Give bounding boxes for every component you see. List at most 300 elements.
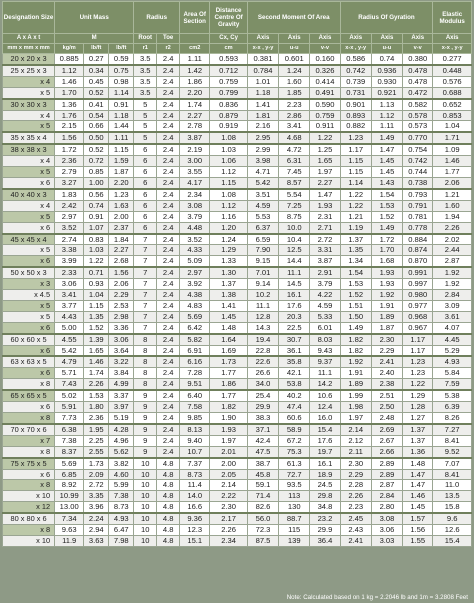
value-cell: 0.997 — [403, 279, 433, 290]
value-cell: 4.59 — [310, 300, 340, 311]
value-cell: 9.14 — [247, 279, 278, 290]
value-cell: 4.22 — [310, 290, 340, 301]
value-cell: 4.55 — [55, 334, 84, 345]
designation-cell: x 5 — [3, 245, 55, 256]
value-cell: 3.92 — [180, 279, 210, 290]
value-cell: 2.95 — [247, 132, 278, 144]
value-cell: 1.35 — [340, 245, 371, 256]
value-cell: 1.28 — [403, 402, 433, 413]
value-cell: 12.8 — [247, 311, 278, 322]
value-cell: 1.08 — [210, 132, 248, 144]
value-cell: 6.38 — [55, 424, 84, 435]
value-cell: 1.11 — [109, 132, 134, 144]
table-row — [3, 99, 472, 110]
designation-cell: x 4 — [3, 156, 55, 167]
value-cell: 1.52 — [371, 211, 402, 222]
value-cell: 17.6 — [279, 300, 310, 311]
value-cell: 7.73 — [55, 413, 84, 424]
value-cell: 67.2 — [279, 435, 310, 446]
value-cell: 2.14 — [210, 480, 248, 491]
conversion-note: Note: Calculated based on 1 kg = 2.2046 lb and 1m = 3.2808 Feet — [286, 594, 468, 601]
value-cell: 19.7 — [310, 446, 340, 457]
value-cell: 1.54 — [371, 189, 402, 200]
value-cell: 1.45 — [210, 311, 248, 322]
value-cell: 1.91 — [340, 368, 371, 379]
value-cell: 60.6 — [279, 413, 310, 424]
header-axis-7: Axis — [433, 34, 472, 44]
value-cell: 8.41 — [433, 435, 472, 446]
value-cell: 12.5 — [279, 245, 310, 256]
designation-cell: x 3 — [3, 279, 55, 290]
value-cell: 2.23 — [279, 99, 310, 110]
value-cell: 1.36 — [403, 446, 433, 457]
value-cell: 2.29 — [340, 469, 371, 480]
equal-angle-properties-table — [2, 1, 472, 547]
value-cell: 2.23 — [340, 502, 371, 513]
value-cell: 2.05 — [210, 469, 248, 480]
value-cell: 6 — [134, 177, 157, 188]
designation-cell: 35 x 35 x 4 — [3, 132, 55, 144]
value-cell: 4.28 — [109, 424, 134, 435]
value-cell: 3.64 — [109, 345, 134, 356]
value-cell: 1.22 — [310, 132, 340, 144]
value-cell: 2.4 — [157, 156, 180, 167]
value-cell: 7.38 — [55, 435, 84, 446]
value-cell: 1.72 — [55, 144, 84, 155]
value-cell: 2.43 — [340, 525, 371, 536]
header-distance-centre-gravity: Distance Centre Of Gravity — [210, 2, 248, 34]
value-cell: 1.15 — [340, 156, 371, 167]
value-cell: 5.29 — [433, 345, 472, 356]
value-cell: 2.12 — [340, 435, 371, 446]
value-cell: 6.31 — [279, 156, 310, 167]
value-cell: 7.98 — [109, 535, 134, 546]
value-cell: 3.31 — [310, 245, 340, 256]
value-cell: 1.69 — [210, 345, 248, 356]
value-cell: 7 — [134, 311, 157, 322]
value-cell: 10 — [134, 491, 157, 502]
value-cell: 22.6 — [247, 356, 278, 367]
value-cell: 4.8 — [157, 502, 180, 513]
value-cell: 4.8 — [157, 513, 180, 524]
value-cell: 0.791 — [403, 200, 433, 211]
value-cell: 2.06 — [433, 177, 472, 188]
designation-cell: x 7 — [3, 435, 55, 446]
value-cell: 0.874 — [403, 245, 433, 256]
value-cell: 1.04 — [433, 121, 472, 132]
value-cell: 1.97 — [340, 413, 371, 424]
value-cell: 1.56 — [55, 132, 84, 144]
value-cell: 4.60 — [109, 469, 134, 480]
value-cell: 1.41 — [210, 300, 248, 311]
value-cell: 2.4 — [157, 446, 180, 457]
value-cell: 0.742 — [403, 156, 433, 167]
value-cell: 1.45 — [371, 167, 402, 178]
value-cell: 1.77 — [210, 368, 248, 379]
value-cell: 0.921 — [371, 87, 402, 98]
value-cell: 22.5 — [279, 322, 310, 333]
designation-cell: x 12 — [3, 502, 55, 513]
value-cell: 4.45 — [433, 334, 472, 345]
value-cell: 6 — [134, 156, 157, 167]
table-row — [3, 267, 472, 278]
value-cell: 7 — [134, 245, 157, 256]
value-cell: 2.87 — [433, 256, 472, 267]
value-cell: 0.590 — [310, 99, 340, 110]
header-unit-mass: Unit Mass — [55, 2, 134, 34]
designation-cell: x 6 — [3, 469, 55, 480]
value-cell: 7.07 — [433, 458, 472, 469]
value-cell: 2.4 — [157, 311, 180, 322]
value-cell: 1.73 — [210, 356, 248, 367]
value-cell: 4.8 — [157, 458, 180, 469]
value-cell: 23.2 — [310, 513, 340, 524]
value-cell: 2.50 — [371, 402, 402, 413]
value-cell: 7.38 — [109, 491, 134, 502]
value-cell: 1.52 — [340, 290, 371, 301]
value-cell: 2.66 — [371, 446, 402, 457]
value-cell: 1.94 — [433, 211, 472, 222]
value-cell: 9.85 — [180, 413, 210, 424]
value-cell: 1.29 — [210, 245, 248, 256]
value-cell: 1.49 — [371, 222, 402, 233]
value-cell: 2.4 — [157, 379, 180, 390]
value-cell: 1.14 — [340, 177, 371, 188]
value-cell: 5.91 — [55, 402, 84, 413]
value-cell: 6.40 — [180, 390, 210, 401]
value-cell: 0.74 — [371, 54, 402, 65]
header-m: M — [55, 34, 134, 44]
value-cell: 10.4 — [279, 234, 310, 245]
value-cell: 1.72 — [371, 234, 402, 245]
value-cell: 1.36 — [55, 99, 84, 110]
value-cell: 1.15 — [340, 167, 371, 178]
value-cell: 2.4 — [157, 222, 180, 233]
value-cell: 8.03 — [310, 334, 340, 345]
value-cell: 2.26 — [433, 222, 472, 233]
value-cell: 0.98 — [109, 76, 134, 87]
designation-cell: 30 x 30 x 3 — [3, 99, 55, 110]
designation-cell: x 5 — [3, 211, 55, 222]
value-cell: 7.34 — [55, 513, 84, 524]
value-cell: 5 — [134, 99, 157, 110]
value-cell: 1.22 — [84, 256, 109, 267]
value-cell: 3.5 — [134, 54, 157, 65]
value-cell: 1.22 — [340, 189, 371, 200]
value-cell: 0.27 — [84, 54, 109, 65]
value-cell: 9.36 — [180, 513, 210, 524]
value-cell: 0.66 — [84, 121, 109, 132]
value-cell: 6.91 — [180, 345, 210, 356]
value-cell: 6 — [134, 144, 157, 155]
value-cell: 25.4 — [247, 390, 278, 401]
value-cell: 6 — [134, 189, 157, 200]
value-cell: 6.16 — [180, 356, 210, 367]
value-cell: 2.87 — [371, 480, 402, 491]
value-cell: 2.34 — [180, 189, 210, 200]
value-cell: 1.57 — [403, 513, 433, 524]
value-cell: 2.27 — [310, 177, 340, 188]
value-cell: 1.53 — [340, 279, 371, 290]
value-cell: 2.94 — [84, 525, 109, 536]
value-cell: 75.3 — [279, 446, 310, 457]
value-cell: 2.4 — [157, 76, 180, 87]
value-cell: 9.43 — [310, 345, 340, 356]
value-cell: 2.26 — [84, 379, 109, 390]
value-cell: 1.47 — [403, 469, 433, 480]
table-row — [3, 502, 472, 513]
value-cell: 2.4 — [157, 290, 180, 301]
value-cell: 7 — [134, 300, 157, 311]
value-cell: 7 — [134, 256, 157, 267]
value-cell: 2.4 — [157, 132, 180, 144]
value-cell: 4.83 — [180, 300, 210, 311]
value-cell: 9.63 — [55, 525, 84, 536]
designation-cell: x 8 — [3, 413, 55, 424]
value-cell: 8.26 — [433, 413, 472, 424]
value-cell: 10 — [134, 502, 157, 513]
header-units-kgm: kg/m — [55, 44, 84, 54]
value-cell: 3.06 — [109, 334, 134, 345]
header-root: Root — [134, 34, 157, 44]
value-cell: 9 — [134, 446, 157, 457]
value-cell: 2.55 — [84, 446, 109, 457]
value-cell: 11.1 — [310, 368, 340, 379]
value-cell: 59.1 — [247, 480, 278, 491]
value-cell: 9 — [134, 413, 157, 424]
table-row — [3, 177, 472, 188]
header-cx-cy: C​x, C​y — [210, 34, 248, 44]
value-cell: 14.2 — [310, 379, 340, 390]
table-row — [3, 424, 472, 435]
value-cell: 0.52 — [84, 87, 109, 98]
value-cell: 10.99 — [55, 491, 84, 502]
value-cell: 5.69 — [55, 458, 84, 469]
value-cell: 8 — [134, 368, 157, 379]
designation-cell: x 4 — [3, 200, 55, 211]
table-row — [3, 356, 472, 367]
table-row — [3, 87, 472, 98]
designation-cell: x 4 — [3, 110, 55, 121]
value-cell: 1.50 — [340, 311, 371, 322]
table-row — [3, 491, 472, 502]
value-cell: 2.11 — [340, 446, 371, 457]
value-cell: 1.11 — [180, 54, 210, 65]
value-cell: 0.739 — [340, 76, 371, 87]
value-cell: 0.56 — [84, 189, 109, 200]
value-cell: 2.36 — [84, 413, 109, 424]
header-units-cm: cm — [210, 44, 248, 54]
header-axis-5: Axis — [371, 34, 402, 44]
value-cell: 0.759 — [310, 110, 340, 121]
value-cell: 0.738 — [403, 177, 433, 188]
value-cell: 7.37 — [180, 458, 210, 469]
header-units-xx-yy: x-x , y-y — [247, 44, 278, 54]
header-axt: A x A x t — [3, 34, 55, 44]
table-row — [3, 469, 472, 480]
value-cell: 7 — [134, 234, 157, 245]
value-cell: 2.4 — [157, 167, 180, 178]
table-row — [3, 200, 472, 211]
value-cell: 1.91 — [371, 300, 402, 311]
value-cell: 1.83 — [55, 189, 84, 200]
value-cell: 1.93 — [371, 279, 402, 290]
value-cell: 1.82 — [340, 345, 371, 356]
value-cell: 1.19 — [340, 222, 371, 233]
value-cell: 10.6 — [310, 390, 340, 401]
table-row — [3, 65, 472, 76]
value-cell: 15.1 — [180, 535, 210, 546]
value-cell: 2.4 — [157, 189, 180, 200]
value-cell: 5.54 — [279, 189, 310, 200]
value-cell: 3.09 — [433, 300, 472, 311]
value-cell: 7 — [134, 322, 157, 333]
value-cell: 1.22 — [403, 379, 433, 390]
value-cell: 5 — [134, 132, 157, 144]
value-cell: 2.4 — [157, 267, 180, 278]
value-cell: 1.37 — [210, 279, 248, 290]
table-row — [3, 413, 472, 424]
value-cell: 1.23 — [109, 189, 134, 200]
value-cell: 3.79 — [310, 279, 340, 290]
value-cell: 1.84 — [109, 234, 134, 245]
value-cell: 8.75 — [279, 211, 310, 222]
value-cell: 2.4 — [157, 200, 180, 211]
value-cell: 2.72 — [310, 234, 340, 245]
designation-cell: x 4 — [3, 76, 55, 87]
value-cell: 1.53 — [371, 200, 402, 211]
value-cell: 0.781 — [403, 211, 433, 222]
designation-cell: 20 x 20 x 3 — [3, 54, 55, 65]
table-row — [3, 167, 472, 178]
value-cell: 1.47 — [403, 480, 433, 491]
value-cell: 15.4 — [310, 424, 340, 435]
value-cell: 1.92 — [340, 356, 371, 367]
table-row — [3, 311, 472, 322]
value-cell: 2.36 — [55, 156, 84, 167]
value-cell: 2.80 — [371, 502, 402, 513]
value-cell: 4.72 — [279, 144, 310, 155]
table-row — [3, 234, 472, 245]
table-row — [3, 300, 472, 311]
value-cell: 8.92 — [55, 480, 84, 491]
value-cell: 5 — [134, 110, 157, 121]
value-cell: 1.93 — [371, 267, 402, 278]
value-cell: 2.41 — [371, 356, 402, 367]
value-cell: 1.46 — [84, 356, 109, 367]
value-cell: 2.4 — [157, 402, 180, 413]
value-cell: 1.17 — [403, 345, 433, 356]
value-cell: 1.93 — [210, 424, 248, 435]
value-cell: 19.4 — [247, 334, 278, 345]
designation-cell: 75 x 75 x 5 — [3, 458, 55, 469]
value-cell: 0.968 — [403, 311, 433, 322]
value-cell: 2.69 — [371, 424, 402, 435]
value-cell: 10 — [134, 458, 157, 469]
value-cell: 10 — [134, 535, 157, 546]
header-axis-3: Axis — [310, 34, 340, 44]
value-cell: 7.25 — [279, 200, 310, 211]
table-row — [3, 480, 472, 491]
value-cell: 1.89 — [340, 379, 371, 390]
value-cell: 2.86 — [279, 110, 310, 121]
table-row — [3, 279, 472, 290]
value-cell: 16.1 — [279, 290, 310, 301]
header-units-xx-yy-3: x-x , y-y — [433, 44, 472, 54]
value-cell: 1.68 — [371, 256, 402, 267]
value-cell: 2.33 — [55, 267, 84, 278]
value-cell: 56.0 — [247, 513, 278, 524]
value-cell: 6.37 — [247, 222, 278, 233]
value-cell: 3.35 — [84, 491, 109, 502]
value-cell: 1.01 — [247, 76, 278, 87]
value-cell: 3.41 — [55, 290, 84, 301]
header-axis-6: Axis — [403, 34, 433, 44]
value-cell: 6 — [134, 211, 157, 222]
value-cell: 5.42 — [247, 177, 278, 188]
designation-cell: x 6 — [3, 222, 55, 233]
value-cell: 0.74 — [84, 200, 109, 211]
value-cell: 2.89 — [371, 458, 402, 469]
value-cell: 10 — [134, 469, 157, 480]
value-cell: 3.61 — [433, 311, 472, 322]
value-cell: 139 — [279, 535, 310, 546]
value-cell: 2.41 — [340, 535, 371, 546]
value-cell: 1.37 — [403, 424, 433, 435]
value-cell: 1.99 — [340, 390, 371, 401]
value-cell: 3.52 — [180, 234, 210, 245]
value-cell: 1.90 — [210, 413, 248, 424]
value-cell: 4.68 — [279, 132, 310, 144]
value-cell: 1.74 — [84, 368, 109, 379]
value-cell: 0.742 — [340, 65, 371, 76]
value-cell: 0.41 — [84, 99, 109, 110]
value-cell: 1.34 — [340, 256, 371, 267]
value-cell: 38.3 — [247, 413, 278, 424]
value-cell: 2.25 — [84, 435, 109, 446]
value-cell: 115 — [279, 525, 310, 536]
value-cell: 2.4 — [157, 390, 180, 401]
value-cell: 1.63 — [109, 200, 134, 211]
value-cell: 1.24 — [210, 234, 248, 245]
value-cell: 2.4 — [157, 110, 180, 121]
value-cell: 14.0 — [180, 491, 210, 502]
designation-cell: x 5 — [3, 311, 55, 322]
value-cell: 0.879 — [210, 110, 248, 121]
value-cell: 10.7 — [180, 446, 210, 457]
table-row — [3, 390, 472, 401]
value-cell: 0.784 — [247, 65, 278, 76]
value-cell: 3.82 — [109, 458, 134, 469]
value-cell: 8.73 — [109, 502, 134, 513]
value-cell: 2.20 — [109, 177, 134, 188]
value-cell: 1.21 — [340, 211, 371, 222]
value-cell: 2.28 — [340, 480, 371, 491]
table-row — [3, 290, 472, 301]
value-cell: 2.4 — [157, 54, 180, 65]
value-cell: 13.5 — [433, 491, 472, 502]
value-cell: 2.4 — [157, 144, 180, 155]
value-cell: 1.23 — [403, 368, 433, 379]
value-cell: 1.20 — [210, 222, 248, 233]
value-cell: 0.980 — [403, 290, 433, 301]
value-cell: 9.15 — [247, 256, 278, 267]
value-cell: 4.99 — [109, 379, 134, 390]
value-cell: 2.4 — [157, 177, 180, 188]
value-cell: 4.07 — [433, 322, 472, 333]
value-cell: 1.55 — [403, 535, 433, 546]
value-cell: 4.8 — [157, 480, 180, 491]
